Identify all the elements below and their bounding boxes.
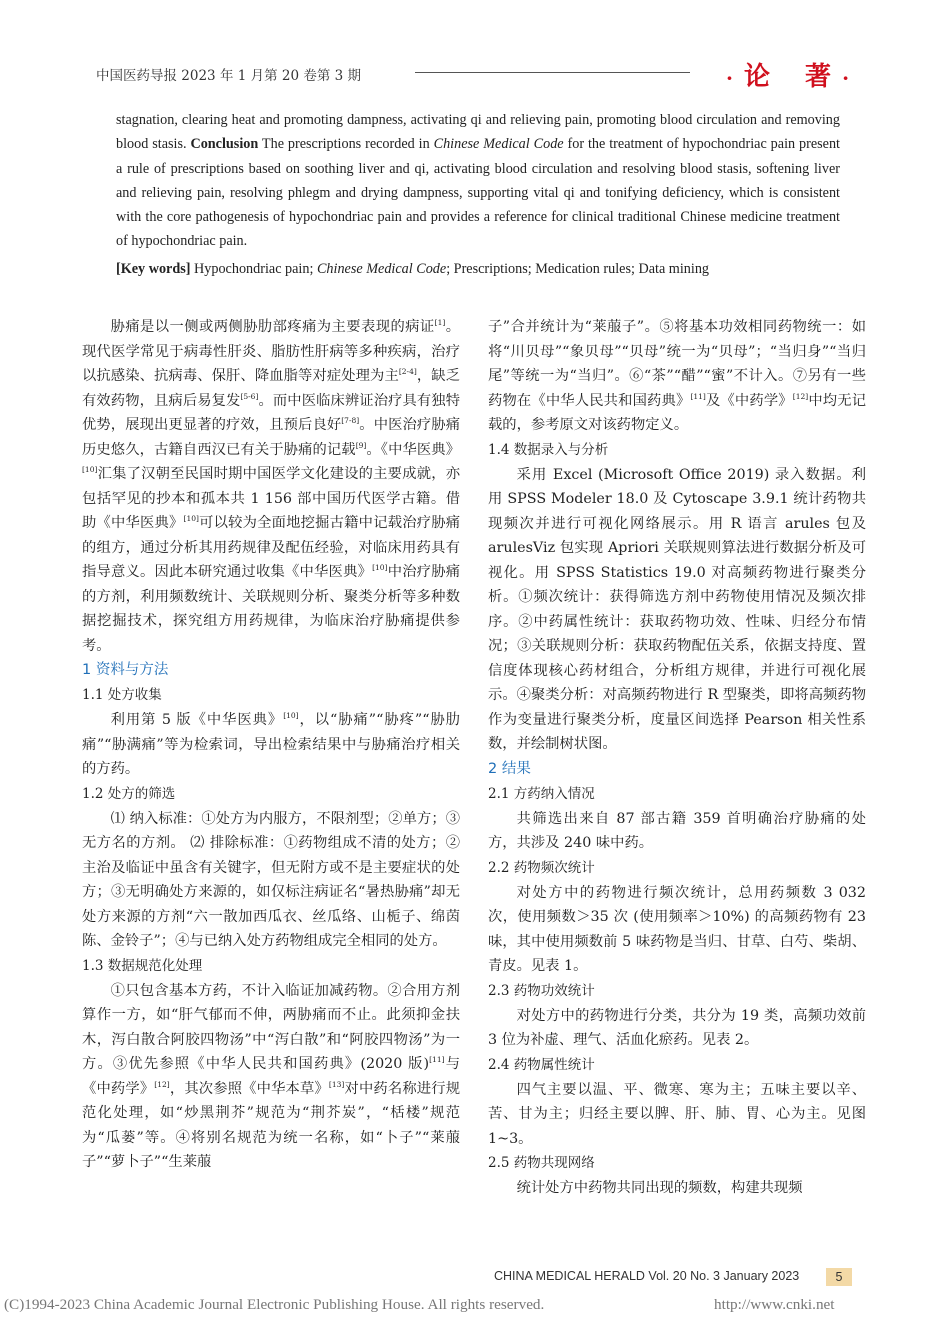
citation-ref: [10]: [283, 711, 299, 721]
paragraph-1-2: ⑴ 纳入标准：①处方为内服方，不限剂型；②单方；③无方名的方剂。 ⑵ 排除标准：①药物组成不清的处方；②主治及临证中虽含有关键字，但无附方或不是主要症状的处方；③无明确处方来源的，如仅标注病证名“暑热胁痛”却无处方来源的方剂“六一散加西瓜衣、丝瓜络、山栀子、绵茵陈、金铃子”；④与已纳入处方药物组成完全相同的处方。: [82, 810, 460, 949]
code-name: Chinese Medical Code: [433, 136, 564, 153]
paragraph-2-2: 对处方中的药物进行频次统计，总用药频数 3 032 次，使用频数＞35 次 (使用频率＞10%) 的高频药物有 23 味，其中使用频数前 5 味药物是当归、甘草、白芍、柴胡、青皮。见表 1。: [488, 884, 866, 974]
citation-ref: [7-8]: [341, 416, 360, 426]
conclusion-text-b: for the treatment of hypochondriac pain present a rule of prescriptions based on soothing liver and qi, activating blood circulation and resolving blood stasis, softening liver and relieving pain, resolving phlegm and drying dampness, supporting vital qi and tonifying deficiency, which is consistent with the core pathogenesis of hypochondriac pain and provides a reference for clinical traditional Chinese medicine treatment of hypochondriac pain.: [116, 136, 841, 250]
subsection-heading-1-2: 1.2 处方的筛选: [82, 785, 176, 802]
copyright-line: [4, 1296, 835, 1314]
section-dot-left: ·: [726, 66, 734, 90]
subsection-heading-2-3: 2.3 药物功效统计: [488, 982, 595, 999]
body-text: 对中药名称进行规范化处理，如“炒黑荆芥”规范为“荆芥炭”，“栝楼”规范为“瓜蒌”等。④将别名规范为统一名称，如“卜子”“莱菔子”“萝卜子”“生莱菔: [82, 1080, 461, 1170]
paragraph-2-1: 共筛选出来自 87 部古籍 359 首明确治疗胁痛的处方，共涉及 240 味中药。: [488, 810, 866, 851]
intro-text: 。现代医学常见于病毒性肝炎、脂肪性肝病等多种疾病，治疗以抗感染、抗病毒、保肝、降血脂等对症处理为主: [82, 319, 461, 384]
paragraph-2-5: 统计处方中药物共同出现的频数，构建共现频: [516, 1180, 803, 1196]
section-label: [726, 56, 850, 93]
section-heading-1: 1 资料与方法: [82, 662, 169, 678]
subsection-heading-1-3: 1.3 数据规范化处理: [82, 957, 203, 974]
body-text: 子”合并统计为“莱菔子”。⑤将基本功效相同药物统一：如将“川贝母”“象贝母”“贝母”统一为“贝母”；“当归身”“当归尾”等统一为“当归”。⑥“茶”“醋”“蜜”不计入。⑦另有一些药物在《中华人民共和国药典》: [488, 319, 866, 409]
citation-ref: [1]: [434, 318, 446, 328]
intro-text: ，缺乏有效药物，且病后易复发: [82, 368, 461, 409]
cnki-link[interactable]: http://www.cnki.net: [714, 1296, 835, 1313]
intro-text: 汇集了汉朝至民国时期中国医学文化建设的主要成就，亦包括罕见的抄本和孤本共 1 156 部中国历代医学古籍。借助《中华医典》: [82, 466, 460, 531]
copyright-text: (C)1994-2023 China Academic Journal Electronic Publishing House. All rights reserved.: [4, 1296, 545, 1313]
footer-journal: CHINA MEDICAL HERALD Vol. 20 No. 3 January 2023: [494, 1269, 800, 1283]
right-column: [488, 315, 866, 1201]
header-rule: [415, 72, 690, 73]
intro-text: 。中医治疗胁痛历史悠久，古籍自西汉已有关于胁痛的记载: [82, 417, 461, 458]
subsection-heading-2-4: 2.4 药物属性统计: [488, 1056, 595, 1073]
body-text: 中均无记载的，参考原文对该药物定义。: [488, 392, 867, 433]
intro-text: 。《中华医典》: [366, 441, 460, 458]
keywords-text-a: Hypochondriac pain;: [190, 260, 317, 277]
english-abstract: [116, 108, 840, 281]
subsection-heading-2-2: 2.2 药物频次统计: [488, 859, 595, 876]
paragraph-2-4: 四气主要以温、平、微寒、寒为主；五味主要以辛、苦、甘为主；归经主要以脾、肝、肺、胃、心为主。见图 1~3。: [488, 1081, 866, 1147]
section-heading-2: 2 结果: [488, 760, 531, 777]
body-text: ①只包含基本方药，不计入临证加减药物。②合用方剂算作一方，如“肝气郁而不伸，两胁痛而不止。此须抑金扶木，泻白散合阿胶四物汤”中“泻白散”和“阿胶四物汤”为一方。③优先参照《中华人民共和国药典》(2020 版): [82, 982, 460, 1072]
conclusion-text-a: The prescriptions recorded in: [258, 136, 434, 153]
paragraph-1-1: [82, 708, 460, 782]
subsection-heading-1-1: 1.1 处方收集: [82, 687, 162, 703]
paragraph-continued: [488, 315, 866, 438]
intro-text: 可以较为全面地挖掘古籍中记载治疗胁痛的组方，通过分析其用药规律及配伍经验，对临床用药具有指导意义。因此本研究通过收集《中华医典》: [82, 515, 461, 580]
citation-ref: [10]: [183, 514, 199, 524]
subsection-heading-1-4: 1.4 数据录入与分析: [488, 441, 609, 458]
paragraph-1-4: 采用 Excel (Microsoft Office 2019) 录入数据。利用 SPSS Modeler 18.0 及 Cytoscape 3.9.1 统计药物共现频次并进行可视化网络展示。用 R 语言 arules 包及 arulesViz 包实现 Apriori 关联规则算法进行数据分析及可视化。用 SPSS Statistics 19.0 对高频药物进行聚类分析。①频次统计：获得筛选方剂中药物使用情况及频次排序。②中药属性统计：获取药物功效、性味、归经分布情况；③关联规则分析：获取药物配伍关系，依据支持度、置信度体现核心药材组合，分析组方规律，并进行可视化展示。④聚类分析：对高频药物进行 R 型聚类，即将高频药物作为变量进行聚类分析，度量区间选择 Pearson 相关性系数，并绘制树状图。: [488, 466, 866, 752]
intro-text: 胁痛是以一侧或两侧胁肋部疼痛为主要表现的病证: [110, 319, 435, 335]
keywords-label: [Key words]: [116, 260, 191, 277]
abstract-paragraph: [116, 108, 840, 254]
left-column: [82, 315, 460, 1175]
abstract-lead: stagnation, clearing heat and promoting dampness, activating qi and relieving pain, promoting blood circulation and removing blood stasis.: [116, 112, 840, 153]
page-number: 5: [826, 1268, 852, 1286]
intro-paragraph: [82, 315, 460, 658]
subsection-heading-2-5: 2.5 药物共现网络: [488, 1155, 595, 1171]
citation-ref: [11]: [429, 1055, 445, 1065]
conclusion-label: Conclusion: [190, 136, 259, 153]
citation-ref: [5-6]: [240, 391, 259, 401]
intro-text: 。而中医临床辨证治疗具有独特优势，展现出更显著的疗效，且预后良好: [82, 392, 461, 433]
intro-text: 中治疗胁痛的方剂，利用频数统计、关联规则分析、聚类分析等多种数据挖掘技术，探究组方用药规律，为临床治疗胁痛提供参考。: [82, 564, 461, 654]
citation-ref: [13]: [328, 1079, 345, 1089]
paragraph-2-3: 对处方中的药物进行分类，共分为 19 类，高频功效前 3 位为补虚、理气、活血化瘀药。见表 2。: [488, 1007, 866, 1048]
citation-ref: [12]: [792, 391, 809, 401]
section-char-1: 论: [744, 62, 772, 92]
citation-ref: [9]: [355, 440, 367, 450]
body-text: ，其次参照《中华本草》: [169, 1080, 329, 1097]
body-text: 利用第 5 版《中华医典》: [110, 712, 284, 728]
body-text: ，以“胁痛”“胁疼”“胁肋痛”“胁满痛”等为检索词，导出检索结果中与胁痛治疗相关的方药。: [82, 712, 460, 777]
citation-ref: [10]: [82, 465, 98, 475]
keywords: [116, 257, 840, 281]
section-char-2: 著: [805, 62, 833, 92]
citation-ref: [10]: [372, 563, 388, 573]
section-dot-right: ·: [842, 66, 851, 90]
subsection-heading-2-1: 2.1 方药纳入情况: [488, 785, 595, 802]
citation-ref: [12]: [154, 1079, 170, 1089]
citation-ref: [11]: [690, 391, 706, 401]
keywords-code: Chinese Medical Code: [316, 260, 447, 277]
journal-info: 中国医药导报 2023 年 1 月第 20 卷第 3 期: [96, 68, 362, 84]
paragraph-1-3: [82, 979, 460, 1175]
citation-ref: [2-4]: [398, 367, 417, 377]
body-text: 与《中药学》: [82, 1056, 460, 1097]
body-text: 及《中药学》: [705, 392, 793, 409]
keywords-text-b: ; Prescriptions; Medication rules; Data mining: [446, 260, 710, 277]
